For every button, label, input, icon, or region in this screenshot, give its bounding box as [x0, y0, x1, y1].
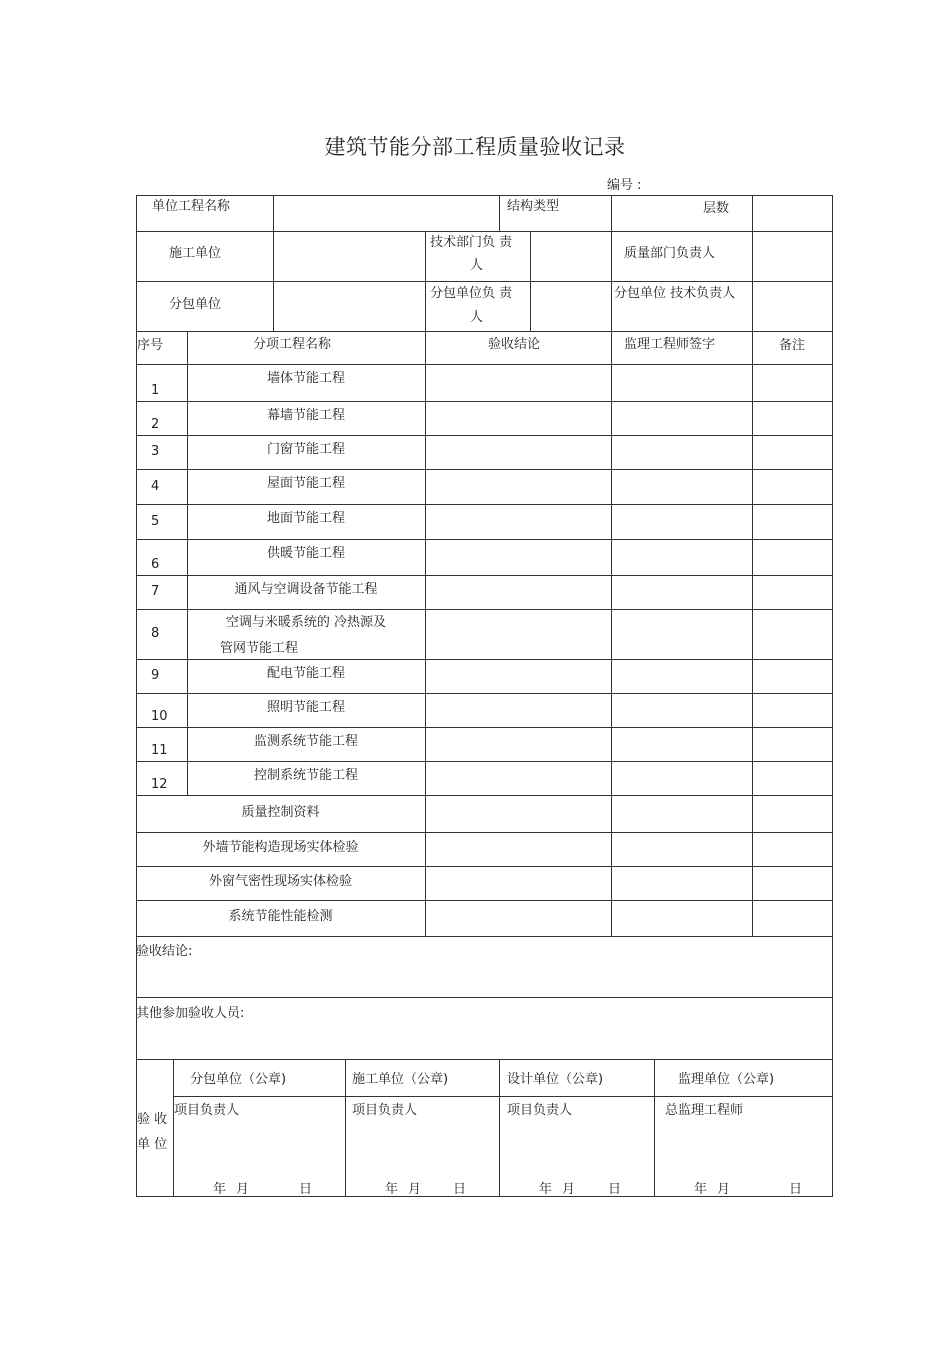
label-sub-unit-head: 分包单位负 责 — [430, 286, 513, 301]
grid-vline — [611, 331, 612, 936]
sign-date-year: 年 — [385, 1182, 399, 1197]
grid-vline — [425, 231, 426, 331]
sign-person-label: 项目负责人 — [174, 1103, 240, 1118]
item-name: 空调与米暖系统的 冷热源及 — [225, 615, 387, 630]
grid-hline — [136, 469, 833, 470]
sign-side-label-1: 验 收 — [137, 1112, 168, 1127]
sign-date-day: 日 — [299, 1182, 313, 1197]
sign-unit-seal-label: 施工单位（公章) — [352, 1072, 449, 1087]
grid-vline — [425, 331, 426, 936]
item-name: 通风与空调设备节能工程 — [234, 582, 378, 597]
grid-vline — [611, 195, 612, 331]
sign-unit-seal-label: 分包单位（公章) — [190, 1072, 287, 1087]
item-number: 7 — [151, 584, 160, 599]
sign-unit-seal-label: 监理单位（公章) — [678, 1072, 775, 1087]
extra-row-label: 外墙节能构造现场实体检验 — [202, 840, 359, 855]
item-name: 监测系统节能工程 — [253, 734, 358, 749]
grid-hline — [136, 997, 833, 998]
item-name: 照明节能工程 — [266, 700, 345, 715]
other-participants-label: 其他参加验收人员: — [136, 1006, 245, 1021]
grid-vline — [752, 195, 753, 331]
label-unit-project-name: 单位工程名称 — [152, 199, 231, 214]
grid-vline — [187, 331, 188, 795]
grid-vline — [173, 1059, 174, 1197]
extra-row-label: 外窗气密性现场实体检验 — [208, 874, 352, 889]
item-number: 6 — [151, 557, 160, 572]
grid-hline — [136, 364, 833, 365]
item-number: 5 — [151, 513, 160, 529]
serial-number-label: 编号 : — [607, 178, 642, 193]
extra-row-label: 系统节能性能检测 — [228, 909, 333, 924]
grid-hline — [136, 609, 833, 610]
grid-hline — [136, 900, 833, 901]
sign-person-label: 总监理工程师 — [665, 1103, 744, 1118]
column-header-seq: 序号 — [137, 338, 164, 353]
item-number: 11 — [151, 743, 168, 758]
item-name: 供暖节能工程 — [266, 546, 345, 561]
sign-date-year: 年 — [213, 1182, 227, 1197]
sign-side-label-2: 单 位 — [137, 1137, 168, 1152]
document-title: 建筑节能分部工程质量验收记录 — [324, 135, 626, 159]
item-number: 12 — [151, 777, 168, 792]
label-tech-dept-head: 技术部门负 责 — [430, 235, 513, 250]
grid-hline — [136, 659, 833, 660]
grid-hline — [173, 1096, 833, 1097]
item-name: 墙体节能工程 — [266, 371, 345, 386]
label-floors: 层数 — [703, 201, 730, 216]
item-number: 4 — [151, 478, 160, 494]
column-header-conclusion: 验收结论 — [488, 337, 541, 352]
grid-hline — [136, 401, 833, 402]
grid-hline — [136, 866, 833, 867]
item-name: 幕墙节能工程 — [266, 408, 345, 423]
item-number: 10 — [151, 709, 168, 724]
grid-hline — [136, 231, 833, 232]
sign-unit-seal-label: 设计单位（公章) — [507, 1072, 604, 1087]
item-number: 2 — [151, 417, 160, 432]
grid-hline — [136, 331, 833, 332]
item-name: 地面节能工程 — [266, 511, 345, 526]
column-header-supervisor-sign: 监理工程师签字 — [624, 337, 716, 352]
sign-date-day: 日 — [453, 1182, 467, 1197]
acceptance-conclusion-label: 验收结论: — [136, 944, 193, 959]
label-structure-type: 结构类型 — [507, 199, 560, 214]
column-header-remarks: 备注 — [779, 338, 806, 353]
grid-hline — [136, 761, 833, 762]
label-construction-unit: 施工单位 — [169, 246, 222, 261]
label-tech-dept-head-2: 人 — [470, 258, 484, 273]
grid-vline — [530, 231, 531, 331]
sign-person-label: 项目负责人 — [352, 1103, 418, 1118]
grid-vline — [499, 1059, 500, 1197]
grid-hline — [136, 936, 833, 937]
item-number: 3 — [151, 444, 160, 459]
label-subcontract-unit: 分包单位 — [169, 297, 222, 312]
grid-hline — [136, 832, 833, 833]
label-sub-unit-tech-head: 分包单位 技术负责人 — [614, 286, 736, 301]
grid-vline — [654, 1059, 655, 1197]
grid-vline — [499, 195, 500, 231]
sign-date-day: 日 — [608, 1182, 622, 1197]
sign-date-day: 日 — [789, 1182, 803, 1197]
item-name-line-2: 管网节能工程 — [220, 641, 299, 656]
grid-hline — [136, 281, 833, 282]
grid-hline — [136, 795, 833, 796]
grid-vline — [345, 1059, 346, 1197]
item-name: 门窗节能工程 — [266, 442, 345, 457]
sign-date-month: 月 — [408, 1182, 422, 1197]
grid-vline — [752, 331, 753, 936]
grid-hline — [136, 575, 833, 576]
grid-hline — [136, 539, 833, 540]
item-number: 8 — [151, 626, 160, 641]
label-quality-dept-head: 质量部门负责人 — [624, 246, 716, 261]
sign-date-month: 月 — [236, 1182, 250, 1197]
item-name: 配电节能工程 — [266, 666, 345, 681]
acceptance-table — [136, 195, 833, 1197]
sign-person-label: 项目负责人 — [507, 1103, 573, 1118]
extra-row-label: 质量控制资料 — [241, 804, 320, 820]
grid-hline — [136, 1059, 833, 1060]
sign-date-month: 月 — [717, 1182, 731, 1197]
grid-hline — [136, 693, 833, 694]
label-sub-unit-head-2: 人 — [470, 310, 484, 325]
item-number: 1 — [151, 383, 160, 398]
item-number: 9 — [151, 668, 160, 683]
item-name: 屋面节能工程 — [266, 476, 345, 491]
item-name: 控制系统节能工程 — [253, 768, 358, 783]
sign-date-month: 月 — [562, 1182, 576, 1197]
sign-date-year: 年 — [539, 1182, 553, 1197]
grid-hline — [136, 435, 833, 436]
grid-hline — [136, 504, 833, 505]
sign-date-year: 年 — [694, 1182, 708, 1197]
grid-vline — [273, 195, 274, 331]
column-header-item-name: 分项工程名称 — [253, 337, 332, 352]
grid-hline — [136, 727, 833, 728]
